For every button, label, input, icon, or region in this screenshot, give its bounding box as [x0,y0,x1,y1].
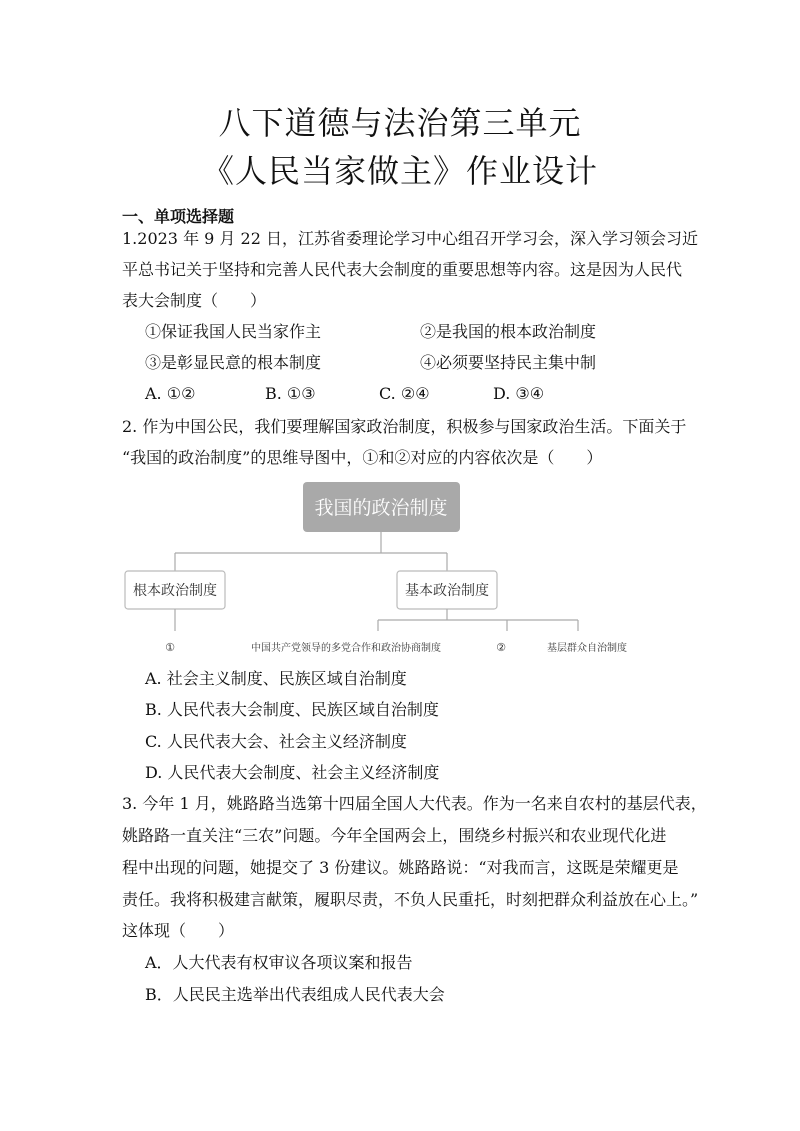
question-2-line: 2. 作为中国公民，我们要理解国家政治制度，积极参与国家政治生活。下面关于 [122,417,687,436]
question-3-line: 3. 今年 1 月，姚路路当选第十四届全国人大代表。作为一名来自农村的基层代表， [122,794,707,813]
section-heading: 一、单项选择题 [122,207,235,226]
question-1-option: A. ①② [145,384,196,403]
question-2-option: A. 社会主义制度、民族区域自治制度 [145,669,407,688]
page-subtitle: 《人民当家做主》作业设计 [201,152,598,190]
question-3-line: 责任。我将积极建言献策，履职尽责，不负人民重托，时刻把群众利益放在心上。” [122,890,699,909]
question-1-line: 平总书记关于坚持和完善人民代表大会制度的重要思想等内容。这是因为人民代 [122,260,683,279]
question-1-option: D. ③④ [493,384,545,403]
question-3-line: 程中出现的问题，她提交了 3 份建议。姚路路说：“对我而言，这既是荣耀更是 [122,858,679,877]
mind-map-leaf-3: ② [496,641,506,654]
mind-map-leaf-4: 基层群众自治制度 [547,643,627,654]
question-1-item: ①保证我国人民当家作主 [145,322,322,341]
question-1-option: B. ①③ [265,384,316,403]
question-2-option: B. 人民代表大会制度、民族区域自治制度 [145,700,439,719]
page-title: 八下道德与法治第三单元 [218,104,582,142]
question-2-line: “我国的政治制度”的思维导图中，①和②对应的内容依次是（ ） [122,448,603,467]
mind-map-diagram [120,478,660,658]
mind-map-root-label: 我国的政治制度 [314,497,448,519]
question-3-line: 这体现（ ） [122,921,235,940]
question-3-option: A．人大代表有权审议各项议案和报告 [145,953,413,972]
question-1-item: ②是我国的根本政治制度 [420,322,597,341]
mind-map-leaf-1: ① [165,641,175,654]
question-3-line: 姚路路一直关注“三农”问题。今年全国两会上，围绕乡村振兴和农业现代化进 [122,826,667,845]
question-1-item: ④必须要坚持民主集中制 [420,353,597,372]
question-2-option: D. 人民代表大会制度、社会主义经济制度 [145,763,440,782]
mind-map-left-label: 根本政治制度 [133,583,217,599]
mind-map-leaf-2: 中国共产党领导的多党合作和政治协商制度 [251,643,441,654]
question-1-line: 1.2023 年 9 月 22 日，江苏省委理论学习中心组召开学习会，深入学习领会习近 [122,229,698,248]
mind-map-right-label: 基本政治制度 [405,583,489,599]
question-2-option: C. 人民代表大会、社会主义经济制度 [145,732,407,751]
question-3-option: B．人民民主选举出代表组成人民代表大会 [145,985,445,1004]
question-1-item: ③是彰显民意的根本制度 [145,353,322,372]
question-1-line: 表大会制度（ ） [122,291,267,310]
question-1-option: C. ②④ [379,384,430,403]
